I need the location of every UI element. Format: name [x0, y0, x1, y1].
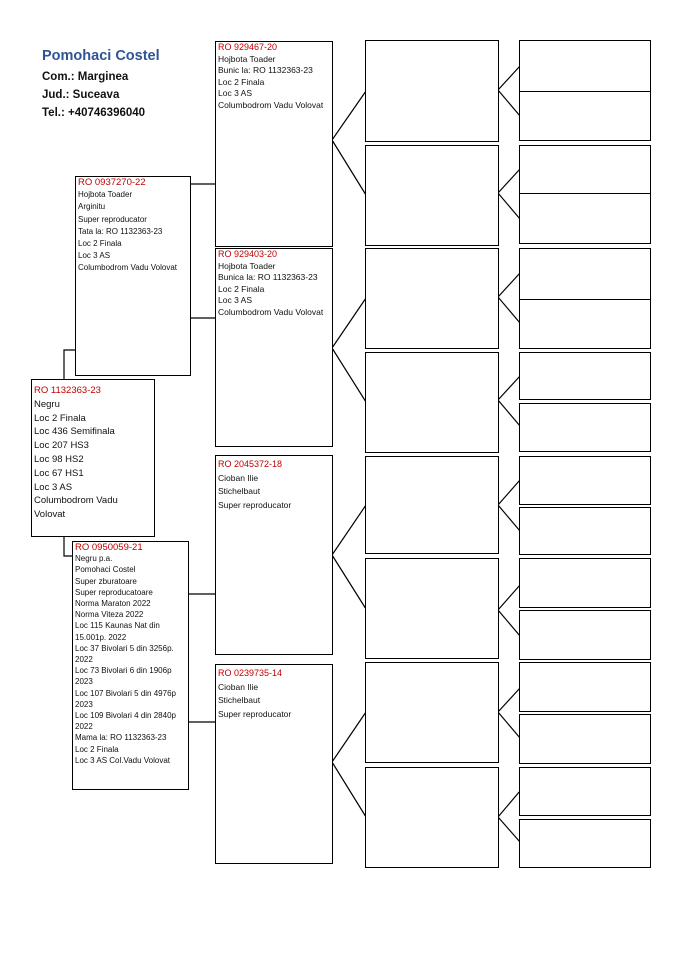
dam-dam-line: Cioban Ilie [218, 681, 259, 692]
gen4-box [519, 714, 651, 764]
sire-line: Super reproducator [78, 214, 147, 224]
great-grandparent-box [365, 767, 499, 868]
sire-line: Columbodrom Vadu Volovat [78, 263, 178, 273]
subject-line: Loc 436 Semifinala [34, 426, 115, 438]
gen4-box [519, 767, 651, 816]
dam-line: Negru p.a. [75, 554, 113, 564]
great-grandparent-box [365, 145, 499, 246]
owner-county: Jud.: Suceava [42, 89, 120, 101]
connector-g4-4 [498, 376, 520, 426]
gen4-box [519, 819, 651, 868]
dam-sire-line: Stichelbaut [218, 486, 261, 496]
subject-line: Columbodrom Vadu [34, 495, 118, 507]
great-grandparent-box [365, 352, 499, 453]
gen4-box [519, 193, 651, 244]
owner-commune: Com.: Marginea [42, 71, 129, 83]
dam-line: 2022 [75, 722, 93, 732]
sire-sire-line: Bunic la: RO 1132363-23 [218, 65, 313, 75]
dam-line: Loc 109 Bivolari 4 din 2840p [75, 711, 176, 721]
dam-dam-box [215, 664, 333, 864]
sire-line: Loc 3 AS [78, 251, 111, 261]
subject-line: Loc 2 Finala [34, 412, 86, 424]
sire-line: Loc 2 Finala [78, 239, 122, 249]
great-grandparent-box [365, 248, 499, 349]
dam-dam-line: Stichelbaut [218, 695, 261, 705]
gen4-box [519, 40, 651, 92]
sire-sire-line: Columbodrom Vadu Volovat [218, 99, 324, 110]
gen4-box [519, 299, 651, 349]
connector-g4-5 [498, 480, 520, 531]
dam-sire-box [215, 455, 333, 655]
gen4-box [519, 145, 651, 194]
great-grandparent-box [365, 662, 499, 763]
sire-sire-ring: RO 929467-20 [218, 42, 278, 52]
connector-g4-8 [498, 791, 520, 842]
owner-name: Pomohaci Costel [42, 48, 160, 64]
dam-ring: RO 0950059-21 [75, 542, 143, 553]
great-grandparent-box [365, 558, 499, 659]
dam-line: Norma Maraton 2022 [75, 599, 151, 609]
dam-dam-ring: RO 0239735-14 [218, 668, 283, 678]
sire-dam-box [215, 248, 333, 447]
great-grandparent-box [365, 40, 499, 142]
dam-line: Loc 107 Bivolari 5 din 4976p [75, 688, 176, 698]
dam-line: Loc 2 Finala [75, 744, 119, 754]
sire-dam-line: Columbodrom Vadu Volovat [218, 306, 324, 317]
sire-sire-line: Loc 3 AS [218, 88, 253, 98]
sire-line: Arginitu [78, 202, 106, 212]
connector-g4-7 [498, 688, 520, 738]
great-grandparent-box [365, 456, 499, 554]
sire-dam-ring: RO 929403-20 [218, 249, 278, 259]
owner-phone: Tel.: +40746396040 [42, 107, 146, 119]
subject-ring: RO 1132363-23 [34, 385, 101, 396]
subject-line: Negru [34, 398, 60, 410]
dam-sire-line: Cioban Ilie [218, 472, 259, 483]
gen4-box [519, 662, 651, 712]
connector-g4-1 [498, 66, 520, 116]
gen4-box [519, 352, 651, 400]
sire-sire-line: Hojbota Toader [218, 53, 276, 64]
dam-dam-line: Super reproducator [218, 708, 292, 719]
sire-ring: RO 0937270-22 [78, 177, 146, 188]
dam-line: 2022 [75, 655, 93, 665]
subject-line: Volovat [34, 509, 66, 521]
gen4-box [519, 248, 651, 300]
sire-dam-line: Loc 3 AS [218, 295, 253, 305]
sire-line: Tata la: RO 1132363-23 [78, 226, 163, 236]
dam-line: Loc 37 Bivolari 5 din 3256p. [75, 643, 174, 653]
connector-gg-2 [332, 298, 366, 402]
gen4-box [519, 558, 651, 608]
sire-dam-line: Loc 2 Finala [218, 283, 265, 294]
subject-line: Loc 207 HS3 [34, 440, 89, 452]
dam-line: Loc 73 Bivolari 6 din 1906p [75, 666, 172, 676]
dam-box [72, 541, 189, 790]
gen4-box [519, 456, 651, 505]
gen4-box [519, 91, 651, 141]
dam-line: 2023 [75, 677, 93, 687]
connector-gg-3 [332, 505, 366, 609]
sire-dam-line: Bunica la: RO 1132363-23 [218, 272, 318, 282]
dam-line: 15.001p. 2022 [75, 632, 127, 642]
sire-box [75, 176, 191, 376]
dam-line: Super reproducatoare [75, 587, 153, 597]
gen4-box [519, 507, 651, 555]
dam-line: Loc 3 AS Col.Vadu Volovat [75, 755, 171, 765]
dam-line: Mama la: RO 1132363-23 [75, 733, 167, 743]
sire-dam-line: Hojbota Toader [218, 260, 276, 271]
subject-line: Loc 3 AS [34, 481, 73, 493]
gen4-box [519, 610, 651, 660]
connector-g4-3 [498, 273, 520, 323]
dam-line: Super zburatoare [75, 576, 137, 586]
dam-line: Norma Viteza 2022 [75, 610, 144, 620]
sire-sire-line: Loc 2 Finala [218, 76, 265, 87]
dam-line: Pomohaci Costel [75, 565, 136, 575]
connector-g4-2 [498, 169, 520, 219]
dam-line: Loc 115 Kaunas Nat din [75, 621, 160, 631]
connector-g4-6 [498, 585, 520, 636]
subject-line: Loc 98 HS2 [34, 453, 84, 465]
connector-gg-4 [332, 712, 366, 817]
sire-sire-box [215, 41, 333, 247]
subject-line: Loc 67 HS1 [34, 467, 84, 479]
dam-sire-line: Super reproducator [218, 499, 292, 510]
gen4-box [519, 403, 651, 452]
sire-line: Hojbota Toader [78, 190, 133, 200]
dam-sire-ring: RO 2045372-18 [218, 459, 283, 469]
subject-box [31, 379, 155, 537]
connector-gg-1 [332, 91, 366, 195]
dam-line: 2023 [75, 699, 93, 709]
